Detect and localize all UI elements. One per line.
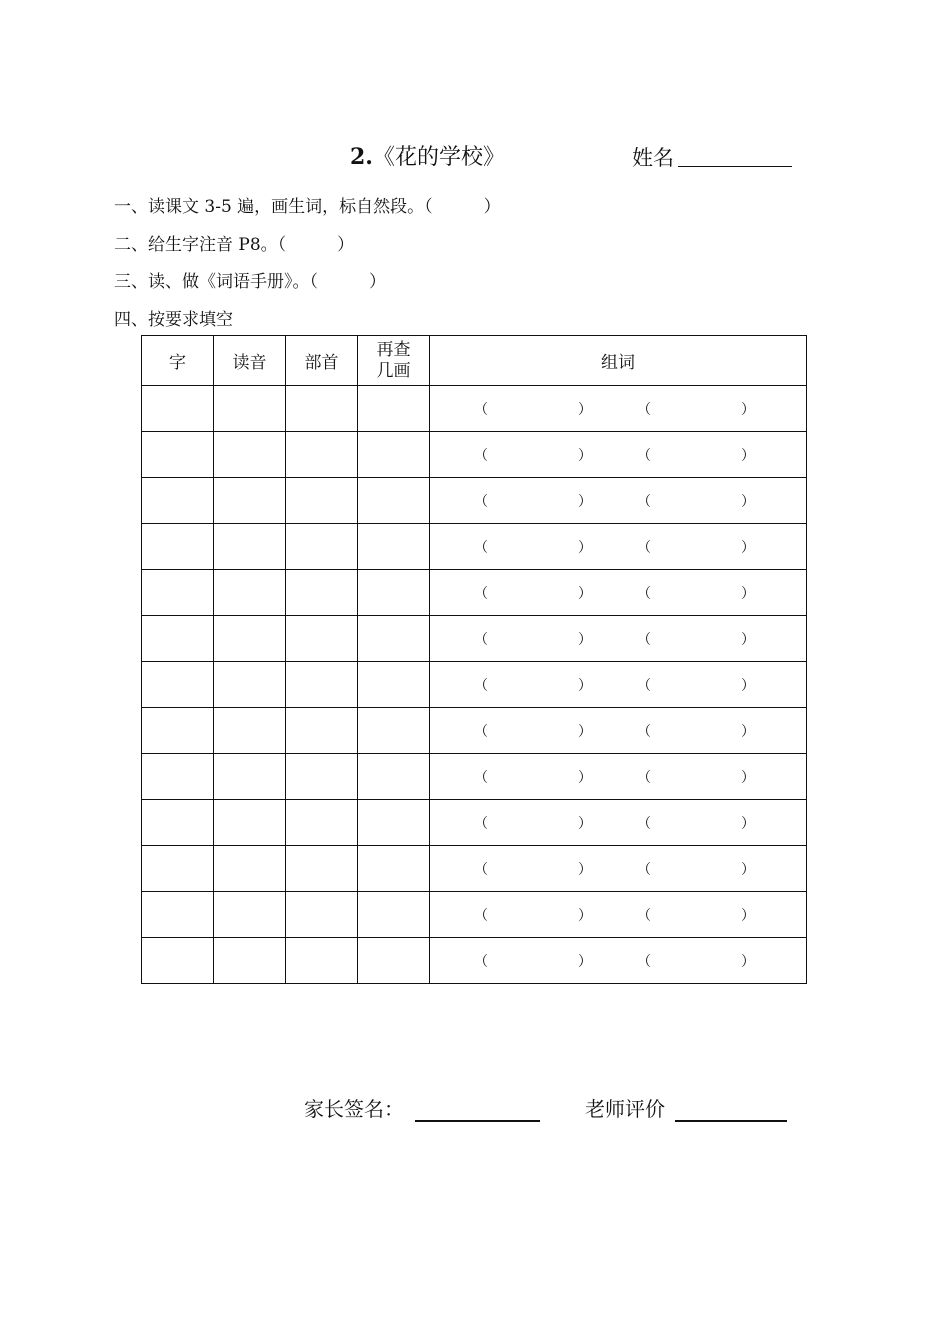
word-blanks: [430, 432, 806, 477]
table-header-row: [142, 336, 807, 386]
pronunciation-cell[interactable]: [214, 938, 286, 984]
table-row: [142, 846, 807, 892]
page-title: [350, 140, 505, 171]
header-stroke-count: [358, 336, 430, 386]
paren-left-2: （: [637, 954, 651, 970]
paren-left-2: （: [637, 586, 651, 602]
table-row: [142, 938, 807, 984]
instruction-4: 四、按要求填空: [114, 310, 233, 330]
paren-left-1: （: [474, 402, 488, 418]
teacher-evaluation-label: 老师评价: [585, 1097, 665, 1121]
pronunciation-cell[interactable]: [214, 892, 286, 938]
teacher-evaluation-line[interactable]: [675, 1120, 787, 1122]
paren-left-2: （: [637, 448, 651, 464]
stroke-count-cell[interactable]: [358, 432, 430, 478]
character-cell[interactable]: [142, 708, 214, 754]
paren-right-2: ）: [741, 908, 755, 924]
paren-right-2: ）: [741, 540, 755, 556]
header-stroke-count-text: 再查几画: [376, 339, 411, 381]
word-building-cell[interactable]: [430, 892, 807, 938]
character-cell[interactable]: [142, 662, 214, 708]
paren-left-1: （: [474, 448, 488, 464]
radical-cell[interactable]: [286, 524, 358, 570]
table-row: [142, 386, 807, 432]
stroke-count-cell[interactable]: [358, 662, 430, 708]
paren-right-1: ）: [578, 954, 592, 970]
word-building-cell[interactable]: [430, 524, 807, 570]
character-cell[interactable]: [142, 846, 214, 892]
paren-left-1: （: [474, 540, 488, 556]
paren-right-2: ）: [741, 494, 755, 510]
radical-cell[interactable]: [286, 386, 358, 432]
stroke-count-cell[interactable]: [358, 754, 430, 800]
stroke-count-cell[interactable]: [358, 570, 430, 616]
header-word-building: 组词: [430, 336, 807, 386]
word-building-cell[interactable]: [430, 386, 807, 432]
instruction-3: 三、读、做《词语手册》。（ ）: [114, 272, 386, 292]
character-cell[interactable]: [142, 570, 214, 616]
paren-left-2: （: [637, 494, 651, 510]
table-row: [142, 662, 807, 708]
radical-cell[interactable]: [286, 754, 358, 800]
paren-right-2: ）: [741, 862, 755, 878]
character-cell[interactable]: [142, 616, 214, 662]
name-label: 姓名: [632, 146, 674, 170]
paren-left-2: （: [637, 402, 651, 418]
paren-right-1: ）: [578, 448, 592, 464]
table-row: [142, 800, 807, 846]
pronunciation-cell[interactable]: [214, 478, 286, 524]
character-cell[interactable]: [142, 478, 214, 524]
radical-cell[interactable]: [286, 938, 358, 984]
title-number: 2.: [350, 144, 373, 170]
pronunciation-cell[interactable]: [214, 524, 286, 570]
pronunciation-cell[interactable]: [214, 708, 286, 754]
paren-left-1: （: [474, 816, 488, 832]
paren-right-2: ）: [741, 678, 755, 694]
stroke-count-cell[interactable]: [358, 708, 430, 754]
word-blanks: [430, 524, 806, 569]
radical-cell[interactable]: [286, 616, 358, 662]
table-row: [142, 432, 807, 478]
word-blanks: [430, 478, 806, 523]
paren-right-1: ）: [578, 770, 592, 786]
radical-cell[interactable]: [286, 478, 358, 524]
paren-right-1: ）: [578, 540, 592, 556]
paren-left-2: （: [637, 770, 651, 786]
header-pronunciation: 读音: [214, 336, 286, 386]
header-radical: 部首: [286, 336, 358, 386]
character-cell[interactable]: [142, 432, 214, 478]
paren-right-1: ）: [578, 494, 592, 510]
word-blanks: [430, 938, 806, 983]
paren-left-1: （: [474, 586, 488, 602]
table-row: [142, 616, 807, 662]
pronunciation-cell[interactable]: [214, 800, 286, 846]
word-blanks: [430, 616, 806, 661]
title-text: 《花的学校》: [372, 145, 505, 170]
character-cell[interactable]: [142, 800, 214, 846]
word-building-cell[interactable]: [430, 432, 807, 478]
word-blanks: [430, 708, 806, 753]
paren-right-1: ）: [578, 632, 592, 648]
paren-left-1: （: [474, 724, 488, 740]
word-blanks: [430, 662, 806, 707]
pronunciation-cell[interactable]: [214, 754, 286, 800]
paren-right-2: ）: [741, 770, 755, 786]
word-building-cell[interactable]: [430, 754, 807, 800]
parent-signature-label: 家长签名：: [304, 1097, 404, 1121]
stroke-count-cell[interactable]: [358, 846, 430, 892]
parent-signature-line[interactable]: [415, 1120, 540, 1122]
pronunciation-cell[interactable]: [214, 432, 286, 478]
paren-right-1: ）: [578, 816, 592, 832]
instruction-2: 二、给生字注音 P8。（ ）: [114, 235, 355, 255]
stroke-count-cell[interactable]: [358, 800, 430, 846]
paren-left-1: （: [474, 908, 488, 924]
character-table: [141, 335, 807, 984]
radical-cell[interactable]: [286, 846, 358, 892]
table-row: [142, 524, 807, 570]
paren-left-1: （: [474, 678, 488, 694]
pronunciation-cell[interactable]: [214, 662, 286, 708]
paren-right-2: ）: [741, 724, 755, 740]
stroke-count-cell[interactable]: [358, 524, 430, 570]
word-building-cell[interactable]: [430, 708, 807, 754]
word-blanks: [430, 386, 806, 431]
paren-right-1: ）: [578, 862, 592, 878]
name-blank[interactable]: [678, 166, 792, 167]
character-cell[interactable]: [142, 386, 214, 432]
word-building-cell[interactable]: [430, 800, 807, 846]
pronunciation-cell[interactable]: [214, 386, 286, 432]
paren-right-2: ）: [741, 402, 755, 418]
word-building-cell[interactable]: [430, 478, 807, 524]
word-building-cell[interactable]: [430, 846, 807, 892]
radical-cell[interactable]: [286, 432, 358, 478]
word-blanks: [430, 800, 806, 845]
paren-right-1: ）: [578, 724, 592, 740]
pronunciation-cell[interactable]: [214, 846, 286, 892]
paren-left-2: （: [637, 862, 651, 878]
pronunciation-cell[interactable]: [214, 570, 286, 616]
paren-left-2: （: [637, 816, 651, 832]
paren-right-1: ）: [578, 586, 592, 602]
character-cell[interactable]: [142, 754, 214, 800]
word-building-cell[interactable]: [430, 616, 807, 662]
word-blanks: [430, 892, 806, 937]
table-row: [142, 892, 807, 938]
radical-cell[interactable]: [286, 708, 358, 754]
radical-cell[interactable]: [286, 800, 358, 846]
instruction-1: 一、读课文 3-5 遍，画生词，标自然段。（ ）: [114, 197, 501, 217]
table-row: [142, 708, 807, 754]
paren-left-2: （: [637, 632, 651, 648]
word-blanks: [430, 846, 806, 891]
paren-right-2: ）: [741, 816, 755, 832]
paren-right-2: ）: [741, 448, 755, 464]
paren-right-1: ）: [578, 402, 592, 418]
paren-right-1: ）: [578, 678, 592, 694]
paren-right-2: ）: [741, 632, 755, 648]
paren-left-2: （: [637, 540, 651, 556]
paren-left-2: （: [637, 908, 651, 924]
character-cell[interactable]: [142, 892, 214, 938]
stroke-count-cell[interactable]: [358, 616, 430, 662]
radical-cell[interactable]: [286, 662, 358, 708]
radical-cell[interactable]: [286, 892, 358, 938]
stroke-count-cell[interactable]: [358, 892, 430, 938]
paren-left-2: （: [637, 678, 651, 694]
radical-cell[interactable]: [286, 570, 358, 616]
paren-right-2: ）: [741, 954, 755, 970]
pronunciation-cell[interactable]: [214, 616, 286, 662]
paren-right-2: ）: [741, 586, 755, 602]
paren-left-1: （: [474, 632, 488, 648]
word-building-cell[interactable]: [430, 938, 807, 984]
paren-left-1: （: [474, 494, 488, 510]
stroke-count-cell[interactable]: [358, 938, 430, 984]
paren-left-2: （: [637, 724, 651, 740]
stroke-count-cell[interactable]: [358, 386, 430, 432]
header-character: 字: [142, 336, 214, 386]
paren-left-1: （: [474, 862, 488, 878]
paren-left-1: （: [474, 770, 488, 786]
paren-left-1: （: [474, 954, 488, 970]
word-building-cell[interactable]: [430, 662, 807, 708]
table-row: [142, 478, 807, 524]
stroke-count-cell[interactable]: [358, 478, 430, 524]
table-row: [142, 570, 807, 616]
paren-right-1: ）: [578, 908, 592, 924]
word-building-cell[interactable]: [430, 570, 807, 616]
character-cell[interactable]: [142, 524, 214, 570]
word-blanks: [430, 754, 806, 799]
word-blanks: [430, 570, 806, 615]
table-row: [142, 754, 807, 800]
character-cell[interactable]: [142, 938, 214, 984]
